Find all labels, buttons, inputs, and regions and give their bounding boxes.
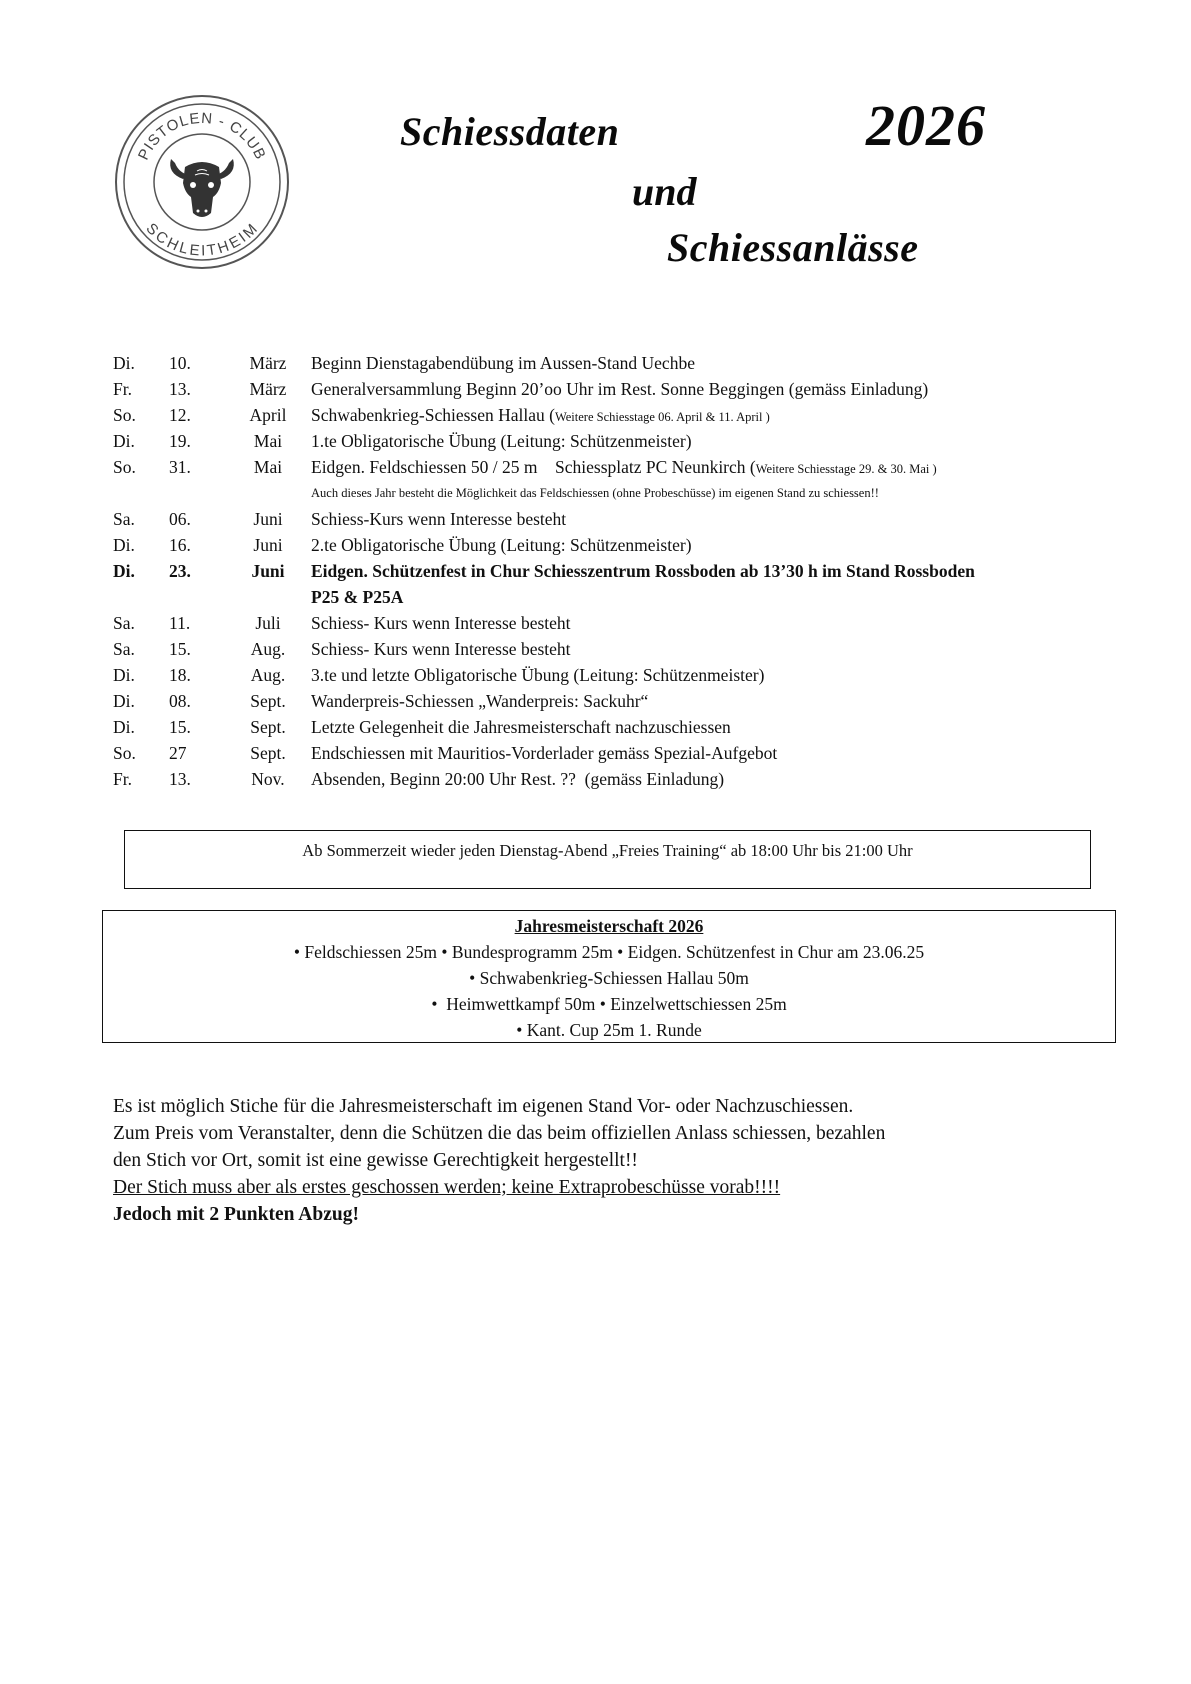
row-description: Schiess- Kurs wenn Interesse besteht (311, 639, 571, 659)
row-date: 13. (169, 769, 191, 789)
schedule-row-highlight (113, 558, 1113, 584)
schedule-row (113, 532, 1113, 558)
title-year: 2026 (866, 93, 986, 158)
feldschiessen-note: Auch dieses Jahr besteht die Möglichkeit das Feldschiessen (ohne Probeschüsse) im eigenen Stand zu schiessen!! (311, 486, 879, 500)
row-day: Sa. (113, 509, 135, 529)
title-schiessanlaesse: Schiessanlässe (667, 225, 919, 270)
schedule-row (113, 506, 1113, 532)
schedule-row (113, 688, 1113, 714)
note-line: den Stich vor Ort, somit ist eine gewisse Gerechtigkeit hergestellt!! (113, 1150, 638, 1171)
row-description: Absenden, Beginn 20:00 Uhr Rest. ?? (gemäss Einladung) (311, 769, 725, 789)
title-und: und (632, 169, 697, 214)
row-day: Di. (113, 691, 135, 711)
row-date: 06. (169, 509, 191, 529)
row-day: Sa. (113, 613, 135, 633)
row-month: Nov. (251, 769, 285, 789)
row-description: Eidgen. Schützenfest in Chur Schiesszentrum Rossboden ab 13’30 h im Stand Rossboden (311, 561, 975, 581)
row-date: 11. (169, 613, 191, 633)
jahresmeisterschaft-line: • Schwabenkrieg-Schiessen Hallau 50m (469, 968, 749, 988)
note-line-underlined: Der Stich muss aber als erstes geschossen werden; keine Extraprobeschüsse vorab!!!! (113, 1177, 781, 1198)
row-month: Mai (253, 457, 283, 477)
note-line-bold: Jedoch mit 2 Punkten Abzug! (113, 1204, 359, 1225)
jahresmeisterschaft-box (102, 910, 1116, 1043)
schedule-row (113, 766, 1113, 792)
row-description: Endschiessen mit Mauritios-Vorderlader gemäss Spezial-Aufgebot (311, 743, 778, 763)
row-description-small: Weitere Schiesstage 29. & 30. Mai ) (755, 462, 937, 476)
training-info-text: Ab Sommerzeit wieder jeden Dienstag-Abend „Freies Training“ ab 18:00 Uhr bis 21:00 Uhr (302, 841, 913, 860)
club-logo (113, 93, 291, 271)
row-date: 15. (169, 717, 191, 737)
jahresmeisterschaft-line: • Heimwettkampf 50m • Einzelwettschiessen 25m (431, 994, 787, 1014)
schedule-row-continuation (113, 584, 1113, 610)
row-date: 13. (169, 379, 191, 399)
row-day: Sa. (113, 639, 135, 659)
schedule-list (113, 350, 1113, 792)
jahresmeisterschaft-line: • Kant. Cup 25m 1. Runde (516, 1020, 702, 1040)
row-date: 10. (169, 353, 191, 373)
row-date: 18. (169, 665, 191, 685)
row-month: Juni (253, 509, 283, 529)
row-day: So. (113, 457, 136, 477)
row-description: Generalversammlung Beginn 20’oo Uhr im Rest. Sonne Beggingen (gemäss Einladung) (311, 379, 929, 399)
row-month: Aug. (250, 665, 286, 685)
row-day: So. (113, 405, 136, 425)
row-description: 1.te Obligatorische Übung (Leitung: Schützenmeister) (311, 431, 692, 451)
row-month: Juli (255, 613, 281, 633)
row-description-small: Weitere Schiesstage 06. April & 11. April ) (554, 410, 770, 424)
row-date: 31. (169, 457, 191, 477)
schedule-row (113, 428, 1113, 454)
row-date: 15. (169, 639, 191, 659)
logo-top-text: PISTOLEN - CLUB (134, 109, 270, 163)
row-day: Di. (113, 353, 135, 373)
row-month: Sept. (250, 717, 286, 737)
row-description (311, 454, 937, 482)
row-day: Di. (113, 561, 135, 581)
jahresmeisterschaft-title: Jahresmeisterschaft 2026 (514, 916, 704, 936)
row-date: 16. (169, 535, 191, 555)
schedule-row (113, 636, 1113, 662)
row-month: Sept. (250, 743, 286, 763)
row-month: April (249, 405, 287, 425)
row-description: Beginn Dienstagabendübung im Aussen-Stand Uechbe (311, 353, 695, 373)
schedule-row (113, 350, 1113, 376)
row-description: Schiess-Kurs wenn Interesse besteht (311, 509, 567, 529)
row-description: 3.te und letzte Obligatorische Übung (Leitung: Schützenmeister) (311, 665, 765, 685)
notes-paragraph (113, 1093, 1113, 1228)
schedule-row (113, 610, 1113, 636)
chur-categories: P25 & P25A (311, 587, 404, 607)
training-info-box (124, 830, 1091, 889)
schedule-row (113, 402, 1113, 428)
title-schiessdaten: Schiessdaten (400, 109, 620, 154)
schedule-row (113, 714, 1113, 740)
row-day: Di. (113, 535, 135, 555)
row-description: 2.te Obligatorische Übung (Leitung: Schützenmeister) (311, 535, 692, 555)
schedule-note (113, 480, 1113, 506)
row-month: Aug. (250, 639, 286, 659)
note-line: Es ist möglich Stiche für die Jahresmeisterschaft im eigenen Stand Vor- oder Nachzuschiessen. (113, 1096, 854, 1117)
row-day: Fr. (113, 769, 132, 789)
logo-bottom-text: SCHLEITHEIM (142, 220, 262, 260)
row-day: Di. (113, 717, 135, 737)
row-day: So. (113, 743, 136, 763)
row-description: Schiess- Kurs wenn Interesse besteht (311, 613, 571, 633)
schedule-row (113, 376, 1113, 402)
schedule-row (113, 740, 1113, 766)
row-date: 27 (169, 743, 187, 763)
row-day: Fr. (113, 379, 132, 399)
row-day: Di. (113, 431, 135, 451)
schedule-row (113, 454, 1113, 480)
row-description: Letzte Gelegenheit die Jahresmeisterschaft nachzuschiessen (311, 717, 731, 737)
row-date: 08. (169, 691, 191, 711)
note-line: Zum Preis vom Veranstalter, denn die Schützen die das beim offiziellen Anlass schiessen, bezahlen (113, 1123, 886, 1144)
jahresmeisterschaft-line: • Feldschiessen 25m • Bundesprogramm 25m • Eidgen. Schützenfest in Chur am 23.06.25 (293, 942, 925, 962)
row-description-main: Schwabenkrieg-Schiessen Hallau ( (311, 405, 555, 425)
row-description (311, 402, 770, 430)
row-description: Wanderpreis-Schiessen „Wanderpreis: Sackuhr“ (311, 691, 649, 711)
row-month: Juni (251, 561, 285, 581)
row-date: 23. (169, 561, 191, 581)
bull-head-icon (170, 159, 234, 217)
row-date: 19. (169, 431, 191, 451)
row-month: Sept. (250, 691, 286, 711)
row-day: Di. (113, 665, 135, 685)
row-date: 12. (169, 405, 191, 425)
schedule-row (113, 662, 1113, 688)
row-month: Mai (253, 431, 283, 451)
row-description-main: Eidgen. Feldschiessen 50 / 25 m Schiessplatz PC Neunkirch ( (311, 457, 756, 477)
row-month: März (249, 353, 287, 373)
row-month: März (249, 379, 287, 399)
club-logo-graphic (113, 93, 291, 271)
row-month: Juni (253, 535, 283, 555)
